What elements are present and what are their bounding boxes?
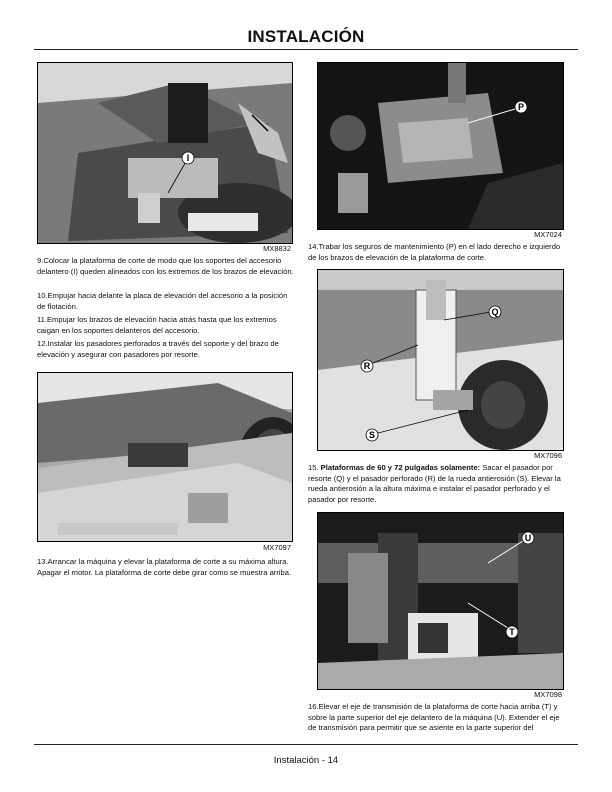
- figure-code: MX7097: [263, 543, 291, 552]
- step-9: 9.Colocar la plataforma de corte de modo que los soportes del accesorio delantero (I) queden alineados con los extremos de los brazos de elevación.: [37, 256, 294, 276]
- step-15-number: 15.: [308, 463, 321, 472]
- figure-code: MX7096: [534, 451, 562, 460]
- photo-mx7024-image: [318, 63, 563, 229]
- step-15: [308, 463, 570, 505]
- page-title: INSTALACIÓN: [247, 27, 365, 46]
- step-16: 16.Elevar el eje de transmisión de la plataforma de corte hacia arriba (T) y sobre la parte superior del eje delantero de la máquina (U). Extender el eje de transmisión para permitir que se asiente en la parte superior del: [308, 702, 560, 733]
- footer-rule: [34, 744, 578, 745]
- photo-mx7098-image: [318, 513, 563, 689]
- page-footer: Instalación - 14: [273, 755, 339, 766]
- callout-I: I: [186, 153, 190, 163]
- step-12: 12.Instalar los pasadores perforados a través del soporte y del brazo de elevación y asegurar con pasadores por resorte.: [37, 339, 279, 359]
- step-15-bold: Plataformas de 60 y 72 pulgadas solamente:: [320, 463, 481, 472]
- photo-mower-deck-front-brackets: [37, 62, 293, 244]
- figure-code: MX7024: [534, 230, 562, 239]
- step-14: 14.Trabar los seguros de mantenimiento (P) en el lado derecho e izquierdo de los brazos de elevación de la plataforma de corte.: [308, 242, 561, 262]
- photo-drive-shaft: [317, 512, 564, 690]
- callout-S: S: [368, 430, 376, 440]
- photo-deck-raised: [37, 372, 293, 542]
- photo-mx8832-image: [38, 63, 292, 243]
- step-10: 10.Empujar hacia delante la placa de elevación del accesorio a la posición de flotación.: [37, 291, 288, 311]
- callout-T: T: [509, 627, 515, 637]
- step-15-text: Sacar el pasador por resorte (Q) y el pasador perforado (R) de la rueda antierosión (S). Elevar la rueda antierosión a la altura máxima e instalar el pasador perforado y el pasador por resorte.: [308, 463, 561, 504]
- photo-service-latch: [317, 62, 564, 230]
- callout-R: R: [363, 361, 371, 371]
- step-13: 13.Arrancar la máquina y elevar la plataforma de corte a su máxima altura. Apagar el motor. La plataforma de corte debe girar como se muestra arriba.: [37, 557, 292, 577]
- photo-mx7096-image: [318, 270, 563, 450]
- callout-P: P: [517, 102, 525, 112]
- step-11: 11.Empujar los brazos de elevación hacia atrás hasta que los extremos caigan en los soportes delanteros del accesorio.: [37, 315, 277, 335]
- header-rule: [34, 49, 578, 50]
- figure-code: MX8832: [263, 244, 291, 253]
- photo-mx7097-image: [38, 373, 292, 541]
- callout-U: U: [524, 533, 532, 543]
- callout-Q: Q: [491, 307, 499, 317]
- photo-anti-scalp-wheel: [317, 269, 564, 451]
- figure-code: MX7098: [534, 690, 562, 699]
